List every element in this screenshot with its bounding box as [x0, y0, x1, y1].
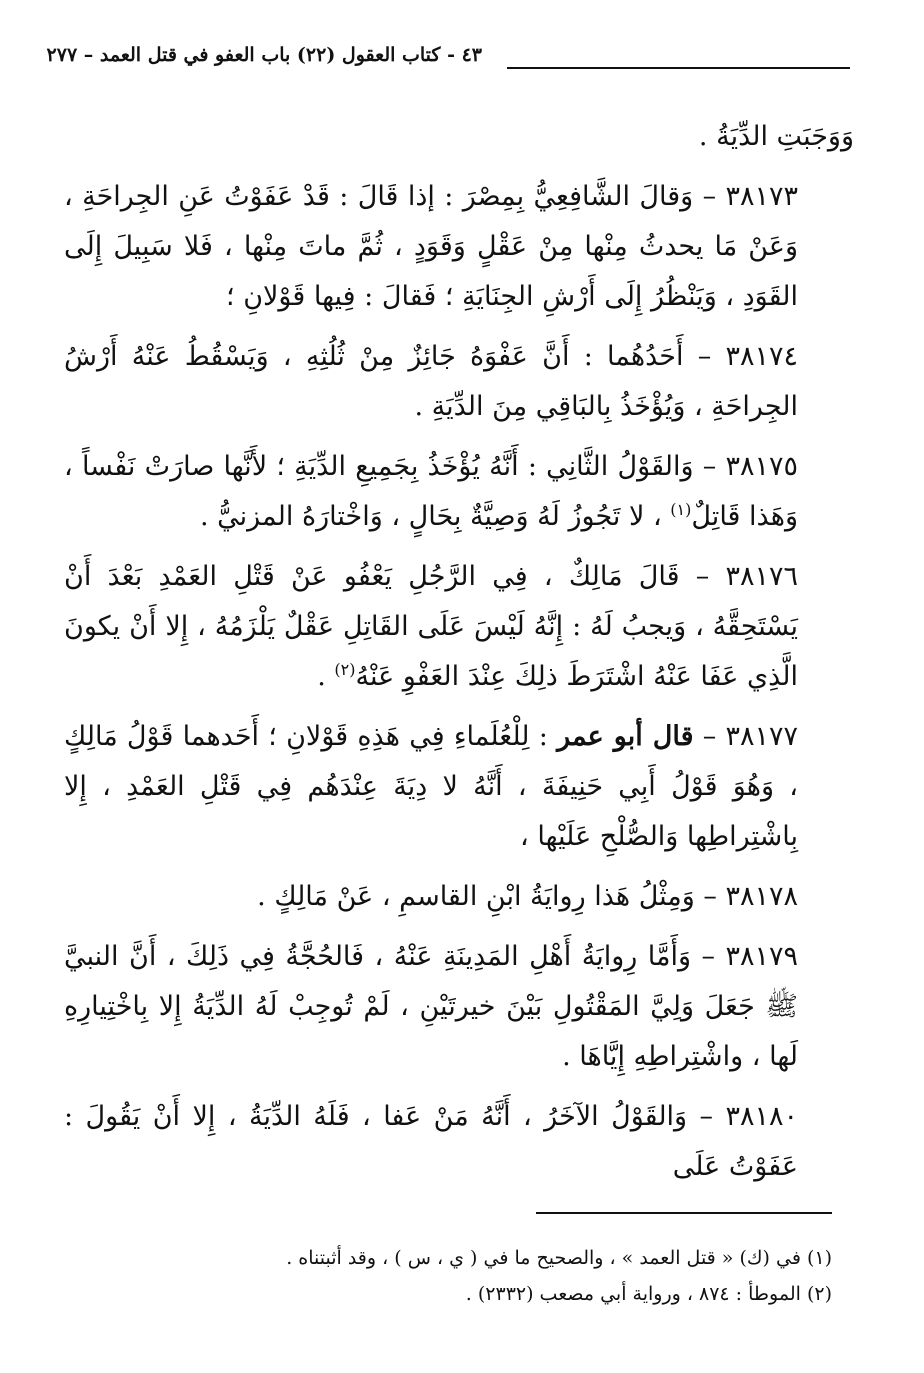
speaker-label: قال أبو عمر [557, 721, 694, 752]
paragraph-text: وَمِثْلُ هَذا رِوايَةُ ابْنِ القاسمِ ، عَنْ مَالِكٍ . [257, 881, 695, 912]
paragraph-number: ٣٨١٧٥ [725, 451, 798, 482]
footnote-1: (١) في (ك) « قتل العمد » ، والصحيح ما في ( ي ، س ) ، وقد أثبتناه . [286, 1247, 832, 1269]
paragraph-text: أَحَدُهُما : أَنَّ عَفْوَهُ جَائِزٌ مِنْ ثُلُثِهِ ، وَيَسْقُطُ عَنْهُ أَرْشُ الجِراحَةِ ، وَيُؤْخَذُ بِالبَاقِي مِنَ الدِّيَةِ . [64, 341, 798, 422]
paragraph-text: : لِلْعُلَماءِ فِي هَذِهِ قَوْلانِ ؛ أَحَدهما قَوْلُ مَالِكٍ ، وَهُوَ قَوْلُ أَبِي حَنِيفَةَ ، أَنَّهُ لا دِيَةَ عِنْدَهُم فِي قَتْلِ العَمْدِ ، إِلا بِاشْتِراطِها وَالصُّلْحِ عَلَيْها ، [64, 721, 798, 852]
paragraph-38180 [64, 1092, 854, 1192]
footnote-rule [536, 1212, 832, 1214]
main-text [64, 112, 854, 1202]
paragraph-text: وَأَمَّا رِوايَةُ أَهْلِ المَدِينَةِ عَنْهُ ، فَالحُجَّةُ فِي ذَلِكَ ، أَنَّ النبيَّ ﷺ جَعَلَ وَلِيَّ المَقْتُولِ بَيْنَ خيرتَيْنِ ، لَمْ تُوجِبْ لَهُ الدِّيَةُ إِلا بِاخْتِيارِهِ لَها ، واشْتِراطِهِ إِيَّاهَا . [64, 941, 798, 1072]
dash: – [693, 721, 726, 752]
paragraph-38174 [64, 332, 854, 432]
footnote-marker[interactable]: (٢) [334, 660, 356, 679]
dash: – [693, 451, 726, 482]
paragraph-38177 [64, 712, 854, 862]
running-header [46, 38, 850, 78]
paragraph-text: وَالقَوْلُ الثَّانِي : أَنَّهُ يُؤْخَذُ بِجَمِيعِ الدِّيَةِ ؛ لأَنَّها صارَتْ نَفْساً ، وَهَذا قَاتِلٌ [64, 451, 798, 532]
dash: – [683, 341, 726, 372]
dash: – [687, 1101, 726, 1132]
paragraph-text: وَالقَوْلُ الآخَرُ ، أَنَّهُ مَنْ عَفا ، فَلَهُ الدِّيَةُ ، إِلا أَنْ يَقُولَ : عَفَوْتُ عَلَى [64, 1101, 798, 1182]
footnote-2: (٢) الموطأ : ٨٧٤ ، ورواية أبي مصعب (٢٣٣٢) . [465, 1283, 832, 1305]
footnotes [80, 1240, 832, 1312]
paragraph-text: وَقالَ الشَّافِعِيُّ بِمِصْرَ : إذا قَالَ : قَدْ عَفَوْتُ عَنِ الجِراحَةِ ، وَعَنْ مَا يحدثُ مِنْها مِنْ عَقْلٍ وَقَوَدٍ ، ثُمَّ ماتَ مِنْها ، فَلا سَبِيلَ إِلَى القَوَدِ ، وَيَنْظُرُ إِلَى أَرْشِ الجِنَايَةِ ؛ فَقالَ : فِيها قَوْلانِ ؛ [64, 181, 798, 312]
paragraph-text-tail: ، لا تَجُوزُ لَهُ وَصِيَّةٌ بِحَالٍ ، وَاخْتارَهُ المزنيُّ . [199, 501, 671, 532]
paragraph-number: ٣٨١٧٩ [725, 941, 799, 972]
paragraph-number: ٣٨١٧٦ [725, 561, 798, 592]
paragraph-text: قَالَ مَالِكٌ ، فِي الرَّجُلِ يَعْفُو عَنْ قَتْلِ العَمْدِ بَعْدَ أَنْ يَسْتَحِقَّهُ ، وَيجبُ لَهُ : إِنَّهُ لَيْسَ عَلَى القَاتِلِ عَقْلٌ يَلْزَمُهُ ، إِلا أَنْ يكونَ الَّذِي عَفَا عَنْهُ اشْتَرَطَ ذلِكَ عِنْدَ العَفْوِ عَنْهُ [64, 561, 798, 692]
paragraph-38176 [64, 552, 854, 702]
paragraph-number: ٣٨١٧٣ [725, 181, 798, 212]
paragraph-number: ٣٨١٧٤ [725, 341, 798, 372]
paragraph-text: وَوَجَبَتِ الدِّيَةُ . [698, 121, 854, 152]
paragraph-38173 [64, 172, 854, 322]
header-title: ٤٣ - كتاب العقول (٢٢) باب العفو في قتل العمد – ٢٧٧ [46, 44, 482, 66]
paragraph-continuation [64, 112, 854, 162]
paragraph-38178 [64, 872, 854, 922]
paragraph-38175 [64, 442, 854, 542]
dash: – [679, 561, 726, 592]
dash: – [691, 941, 726, 972]
paragraph-text-tail: . [317, 661, 335, 692]
paragraph-number: ٣٨١٧٧ [725, 721, 798, 752]
dash: – [694, 881, 726, 912]
dash: – [693, 181, 726, 212]
paragraph-number: ٣٨١٨٠ [725, 1101, 798, 1132]
header-rule [507, 67, 850, 69]
paragraph-number: ٣٨١٧٨ [725, 881, 798, 912]
footnote-marker[interactable]: (١) [670, 500, 692, 519]
paragraph-38179 [64, 932, 854, 1082]
